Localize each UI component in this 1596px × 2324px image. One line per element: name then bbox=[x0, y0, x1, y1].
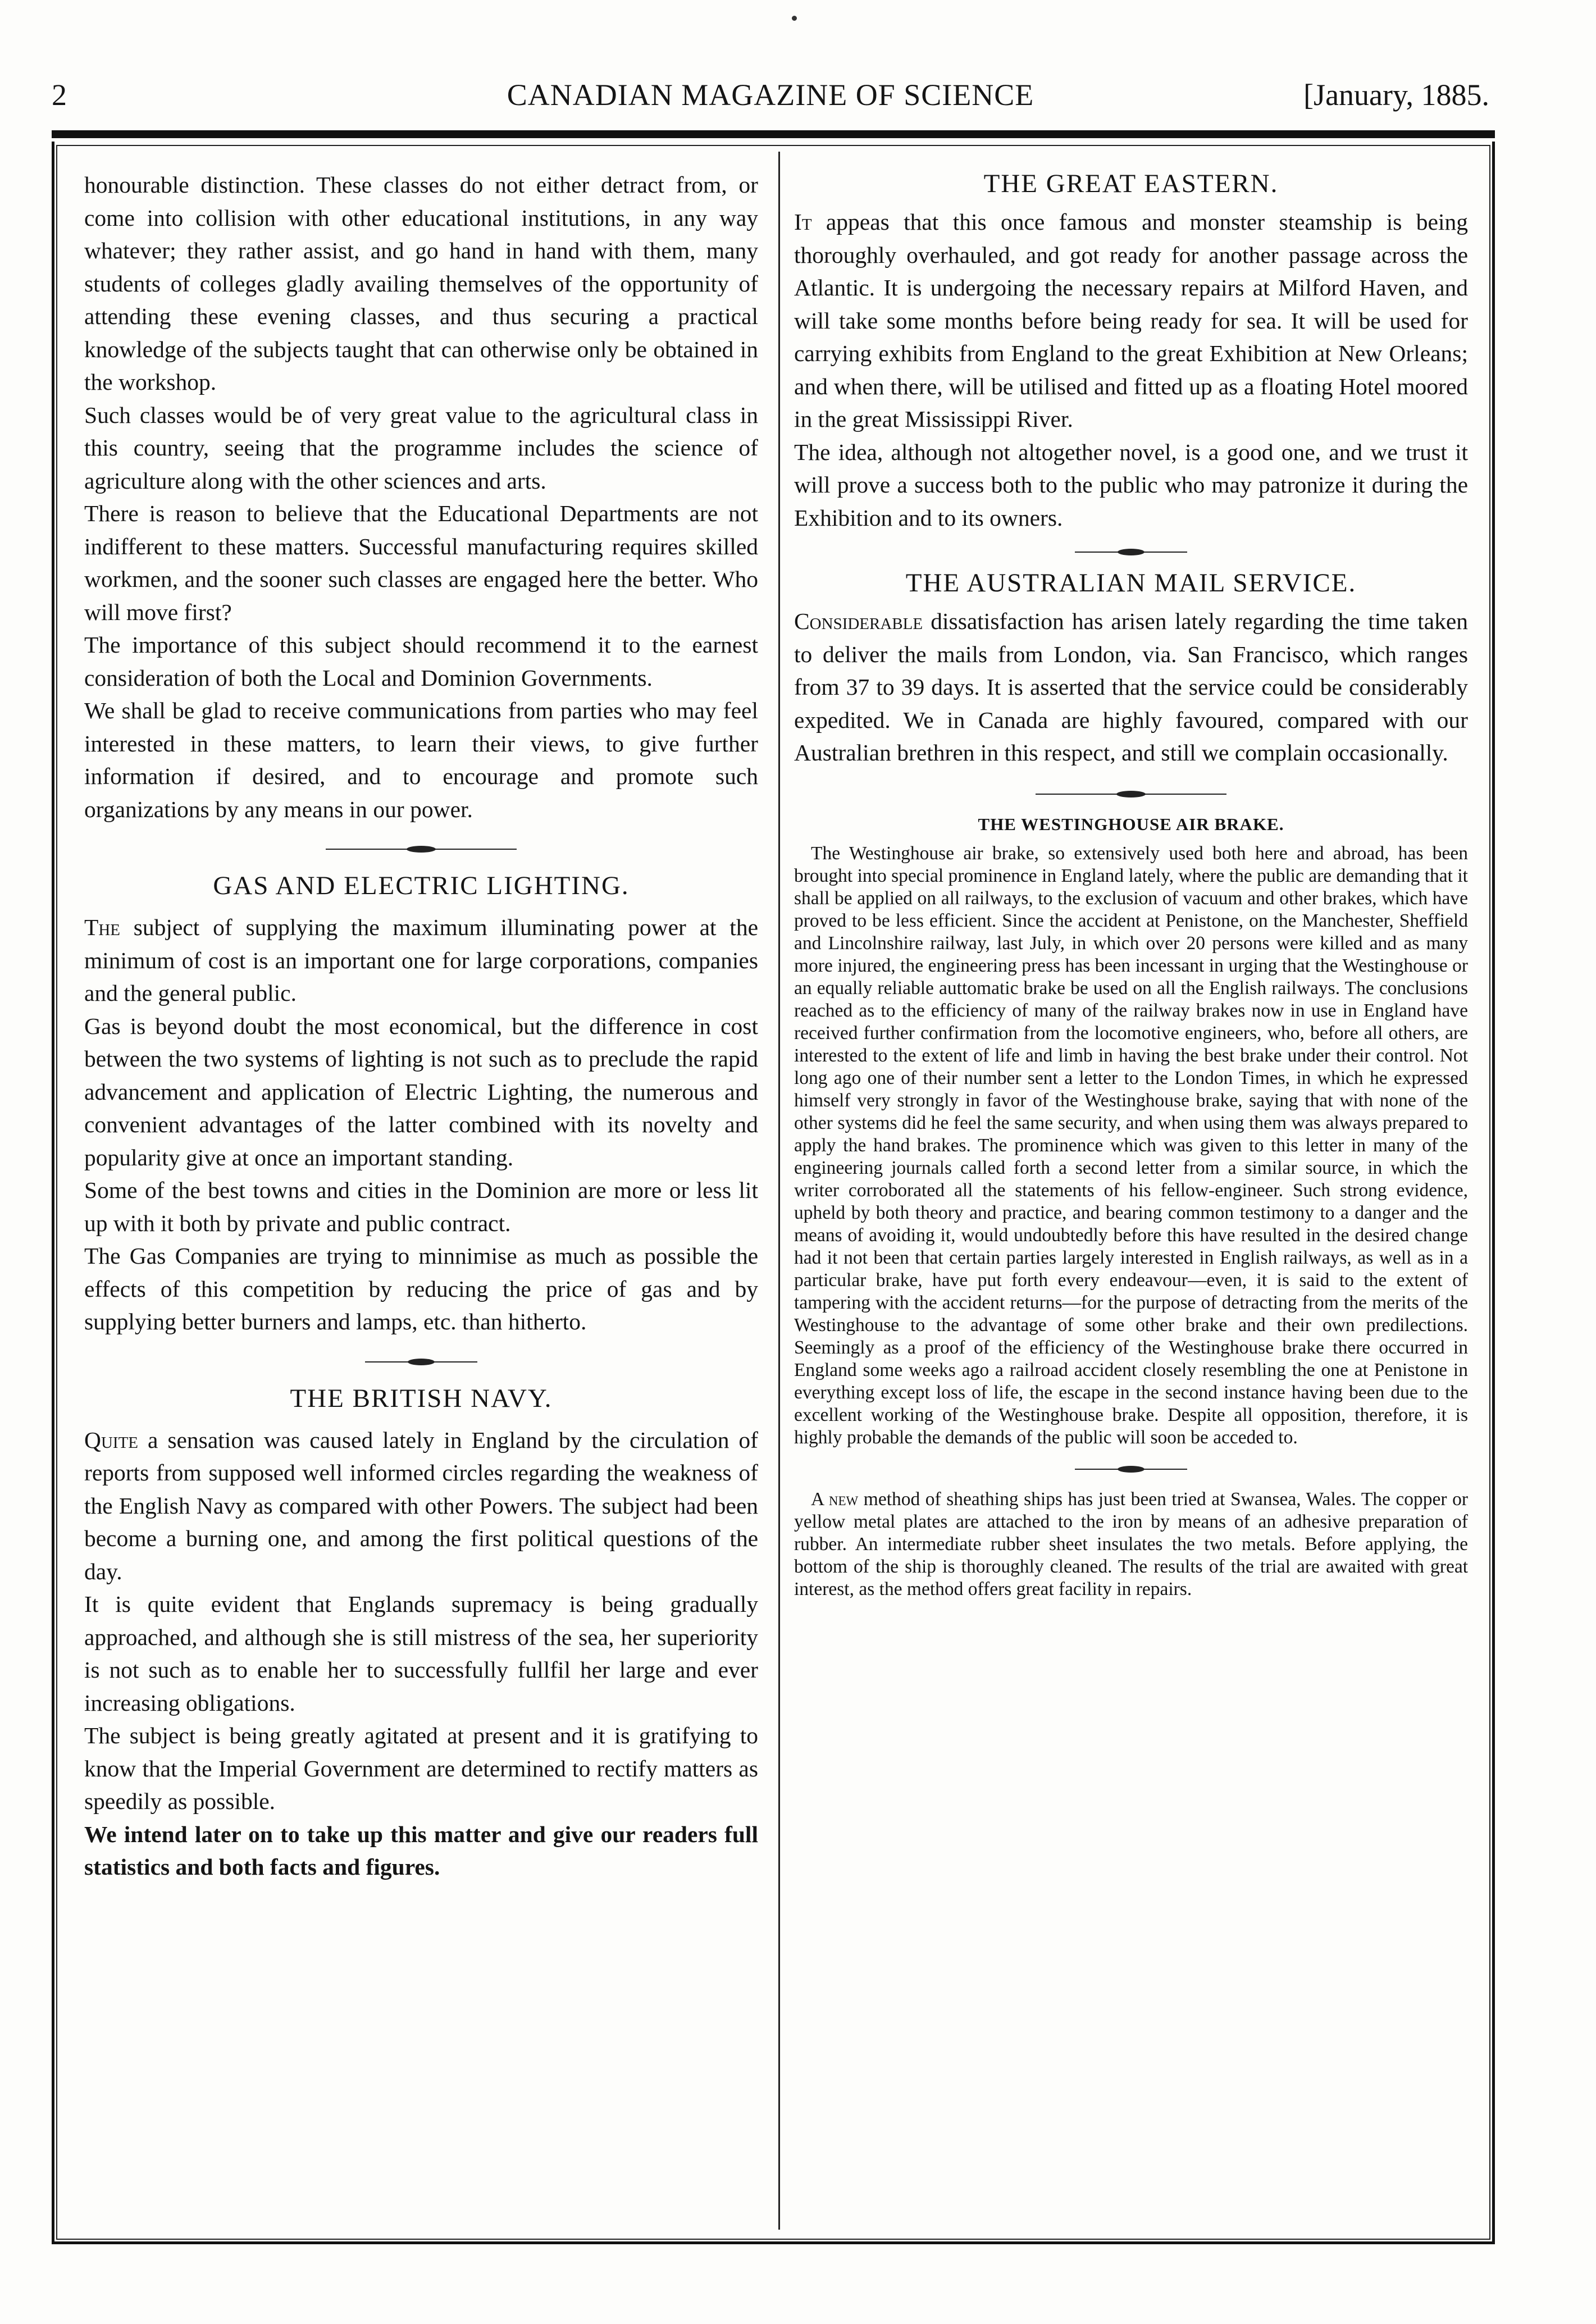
section-title-navy: THE BRITISH NAVY. bbox=[290, 1383, 553, 1413]
paragraph bbox=[794, 1488, 1468, 1601]
page-number: 2 bbox=[52, 78, 67, 112]
left-column bbox=[84, 168, 758, 1884]
paragraph: There is reason to believe that the Educational Departments are not indifferent to these matters. Successful manufacturing requires skilled workmen, and the sooner such classes are engaged here the better. Who will move first? bbox=[84, 500, 758, 625]
lead-text: appeas that this once famous and monster steamship is being thoroughly overhauled, and got ready for another passage across the Atlantic. It is undergoing the necessary repairs at Milford Haven, and will take some months before being ready for sea. It will be used for carrying exhibits from England to the great Exhibition at New Orleans; and when there, will be utilised and fitted up as a floating Hotel moored in the great Mississippi River. bbox=[794, 209, 1468, 432]
header-rule bbox=[52, 130, 1495, 138]
paragraph: Gas is beyond doubt the most economical, but the difference in cost between the two systems of lighting is not such as to preclude the rapid advancement and application of Electric Lighting, the numerous and convenient advantages of the latter combined with its novelty and popularity give at once an important standing. bbox=[84, 1013, 758, 1170]
ink-speck bbox=[792, 16, 797, 21]
page-header bbox=[52, 78, 1489, 117]
paragraph: Some of the best towns and cities in the Dominion are more or less lit up with it both by private and public contract. bbox=[84, 1177, 758, 1236]
paragraph: The Westinghouse air brake, so extensively used both here and abroad, has been brought into special prominence in England lately, where the public are demanding that it shall be applied on all railways, to the exclusion of vacuum and other brakes, which have proved to be less efficient. Since the accident at Penistone, on the Manchester, Sheffield and Lincolnshire railway, last July, in which over 20 persons were killed and as many more injured, the engineering press has been incessant in urging that the Westinghouse or an equally reliable auttomatic brake be used on all the English railways. The conclusions reached as to the efficiency of many of the railway brakes now in use in England have received further confirmation from the locomotive engineers, who, before all others, are interested to the extent of life and limb in having the best brake under their control. Not long ago one of their number sent a letter to the London Times, in which he expressed himself very strongly in favor of the Westinghouse brake, saying that with none of the other systems did he feel the same security, and when using them was always prepared to apply the hand brakes. The prominence which was given to this letter in many of the engineering journals called forth a second letter from a similar source, in which the writer corroborated all the statements of his fellow-engineer. Such strong evidence, upheld by both theory and practice, and bearing common testimony to a danger and the means of avoiding it, would undoubtedly before this have resulted in the desired change had it not been that certain parties largely interested in English railways, as well as in a particular brake, have put forth every endeavour—even, it is said to the extent of tampering with the accident returns—for the purpose of detracting from the merits of the Westinghouse to the advantage of some other brake and their own predilections. Seemingly as a proof of the efficiency of the Westinghouse brake there occurred in England some weeks ago a railroad accident closely resembling the one at Penistone in everything except loss of life, the escape in the second instance having been due to the excellent working of the Westinghouse brake. Despite all opposition, therefore, it is highly probable the demands of the public will soon be acceded to. bbox=[794, 842, 1468, 1448]
section-title-eastern: THE GREAT EASTERN. bbox=[983, 169, 1279, 198]
paragraph: We intend later on to take up this matter and give our readers full statistics and both facts and figures. bbox=[84, 1821, 758, 1880]
dateline: [January, 1885. bbox=[1303, 78, 1489, 112]
paragraph bbox=[794, 605, 1468, 769]
section-separator bbox=[794, 769, 1468, 814]
section-separator bbox=[84, 826, 758, 871]
paragraph bbox=[794, 206, 1468, 436]
paragraph bbox=[84, 911, 758, 1010]
column-divider bbox=[778, 152, 780, 2230]
lead-text: method of sheathing ships has just been tried at Swansea, Wales. The copper or yellow metal plates are attached to the iron by means of an adhesive preparation of rubber. An intermediate rubber sheet insulates the two metals. Before applying, the bottom of the ship is thoroughly cleaned. The results of the trial are awaited with great interest, as the method offers great facility in repairs. bbox=[794, 1488, 1468, 1600]
paragraph: We shall be glad to receive communications from parties who may feel interested in these matters, to learn their views, to give further information if desired, and to encourage and promote such organizations by any means in our power. bbox=[84, 698, 758, 822]
paragraph: The Gas Companies are trying to minnimise as much as possible the effects of this competition by reducing the price of gas and by supplying better burners and lamps, etc. than hitherto. bbox=[84, 1243, 758, 1334]
paragraph bbox=[84, 1424, 758, 1588]
section-separator bbox=[794, 534, 1468, 568]
lead-word: The bbox=[84, 914, 121, 940]
lead-text: subject of supplying the maximum illuminating power at the minimum of cost is an important one for large corporations, companies and the general public. bbox=[84, 914, 758, 1006]
paragraph: The importance of this subject should recommend it to the earnest consideration of both the Local and Dominion Governments. bbox=[84, 632, 758, 691]
section-separator bbox=[794, 1449, 1468, 1488]
paragraph: The idea, although not altogether novel, is a good one, and we trust it will prove a success both to the public who may patronize it during the Exhibition and to its owners. bbox=[794, 439, 1468, 531]
paragraph: The subject is being greatly agitated at present and it is gratifying to know that the Imperial Government are determined to rectify matters as speedily as possible. bbox=[84, 1723, 758, 1814]
right-column bbox=[794, 168, 1468, 1601]
lead-word: Quite bbox=[84, 1427, 138, 1453]
masthead: CANADIAN MAGAZINE OF SCIENCE bbox=[507, 78, 1034, 112]
lead-word: It bbox=[794, 209, 812, 235]
paragraph: honourable distinction. These classes do not either detract from, or come into collision with other educational institutions, in any way whatever; they rather assist, and go hand in hand with them, many students of colleges gladly availing themselves of the opportunity of attending these evening classes, and thus securing a practical knowledge of the subjects taught that can otherwise only be obtained in the workshop. bbox=[84, 172, 758, 395]
section-separator bbox=[84, 1338, 758, 1383]
lead-word: A new bbox=[811, 1488, 859, 1510]
lead-text: a sensation was caused lately in England by the circulation of reports from supposed well informed circles regarding the weakness of the English Navy as compared with other Powers. The subject had been become a burning one, and among the first political questions of the day. bbox=[84, 1427, 758, 1584]
paragraph: Such classes would be of very great value to the agricultural class in this country, seeing that the programme includes the science of agriculture along with the other sciences and arts. bbox=[84, 402, 758, 494]
section-title-brake: THE WESTINGHOUSE AIR BRAKE. bbox=[978, 814, 1284, 834]
section-title-mail: THE AUSTRALIAN MAIL SERVICE. bbox=[905, 568, 1357, 598]
paragraph: It is quite evident that Englands supremacy is being gradually approached, and although she is still mistress of the sea, her superiority is not such as to enable her to successfully fullfil her large and ever increasing obligations. bbox=[84, 1591, 758, 1716]
lead-word: Considerable bbox=[794, 608, 923, 634]
section-title-gas: GAS AND ELECTRIC LIGHTING. bbox=[213, 871, 630, 900]
lead-text: dissatisfaction has arisen lately regarding the time taken to deliver the mails from London, via. San Francisco, which ranges from 37 to 39 days. It is asserted that the service could be considerably expedited. We in Canada are highly favoured, compared with our Australian brethren in this respect, and still we complain occasionally. bbox=[794, 608, 1468, 765]
